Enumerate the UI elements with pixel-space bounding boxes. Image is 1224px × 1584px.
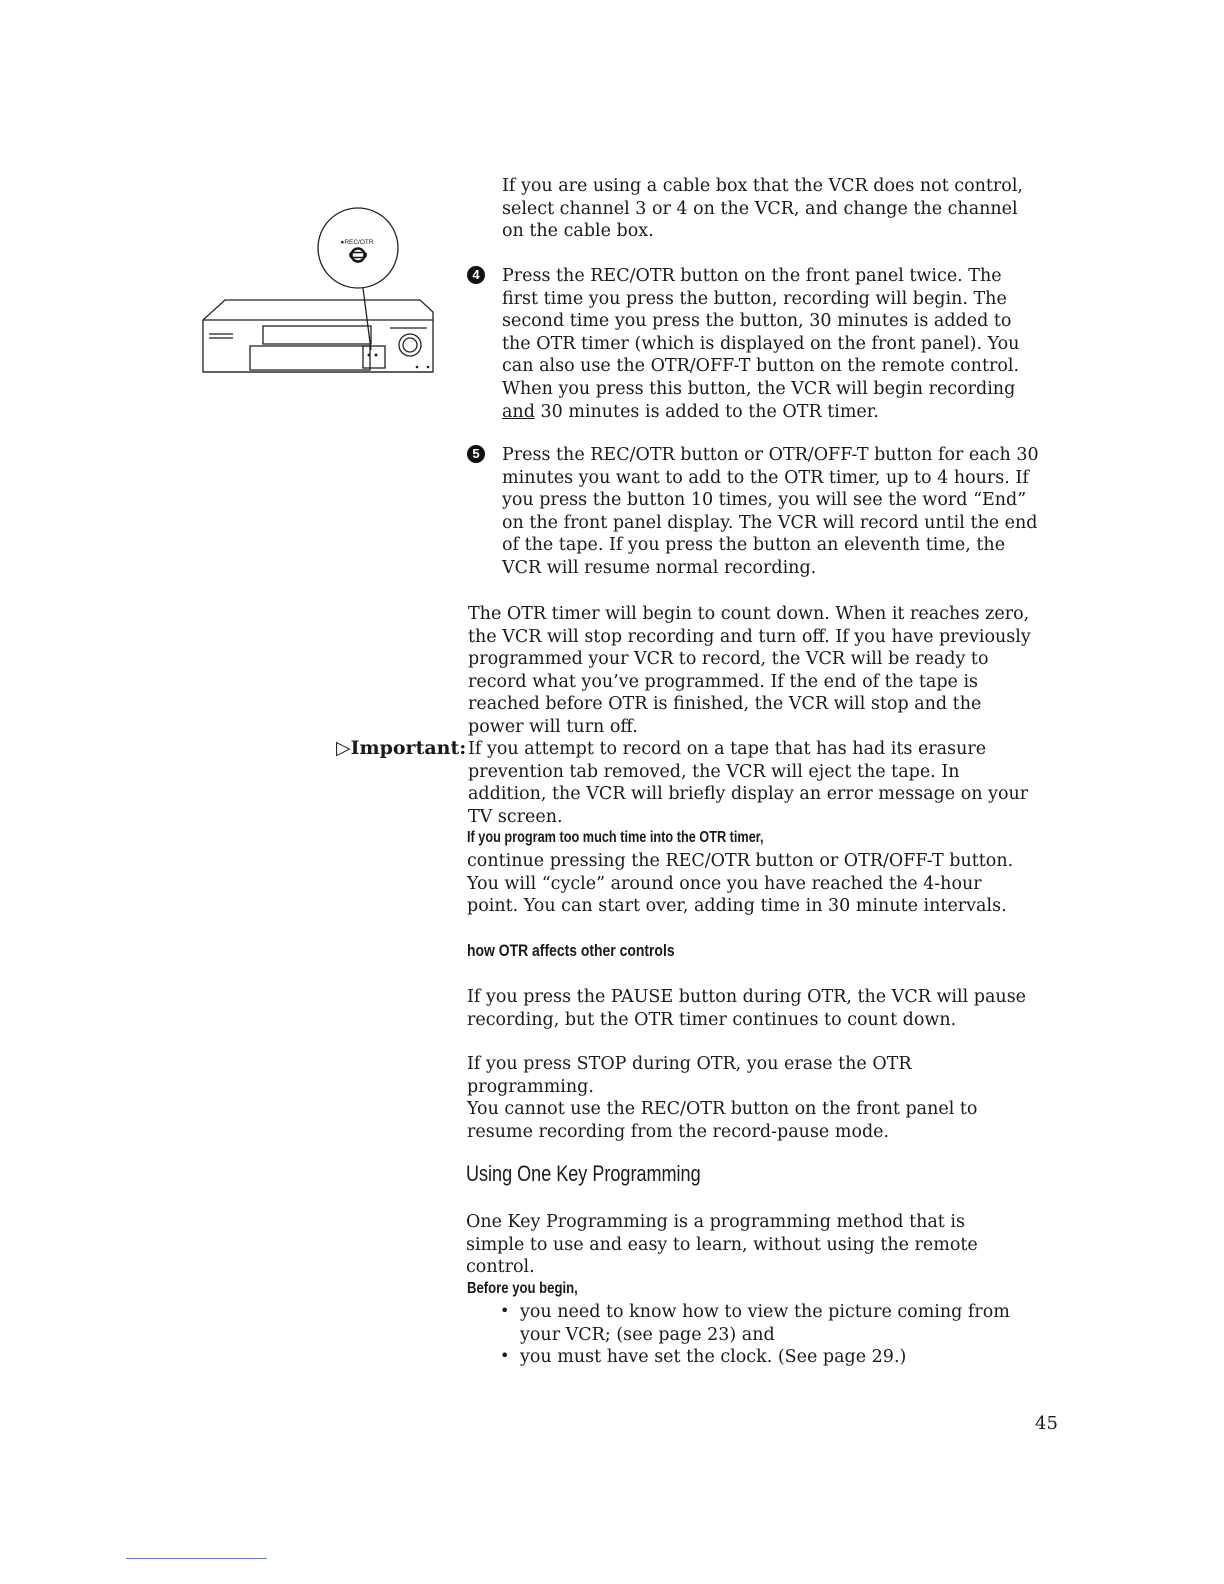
step-4-text: Press the REC/OTR button on the front panel twice. The first time you press the button, recording will begin. The second time you press the button, 30 minutes is added to the OTR timer (which is displayed on the front panel). You can also use the OTR/OFF-T button on the remote control. When you press this button, the VCR will begin recording and 30 minutes is added to the OTR timer. bbox=[502, 266, 1020, 422]
one-key-heading: Using One Key Programming bbox=[466, 1161, 701, 1186]
too-much-time-text: continue pressing the REC/OTR button or OTR/OFF-T button. You will “cycle” around once you have reached the 4-hour point. You can start over, adding time in 30 minute intervals. bbox=[467, 851, 1014, 917]
one-key-text: One Key Programming is a programming method that is simple to use and easy to learn, without using the remote control. bbox=[466, 1212, 978, 1278]
page-number: 45 bbox=[1035, 1413, 1058, 1434]
emphasis-and: and bbox=[502, 401, 535, 422]
step-5-text: Press the REC/OTR button or OTR/OFF-T button for each 30 minutes you want to add to the OTR timer, up to 4 hours. If you press the button 10 times, you will see the word “End” on the front panel display. The VCR will record until the end of the tape. If you press the button an eleventh time, the VCR will resume normal recording. bbox=[502, 445, 1039, 578]
otr-controls-heading: how OTR affects other controls bbox=[467, 941, 675, 960]
rec-otr-button-icon bbox=[350, 249, 366, 262]
bullet-2-text: you must have set the clock. (See page 29.) bbox=[520, 1347, 907, 1367]
important-text: If you attempt to record on a tape that has had its erasure prevention tab removed, the VCR will eject the tape. In addition, the VCR will briefly display an error message on your TV screen. bbox=[468, 739, 1029, 827]
bullet-1-text: you need to know how to view the picture coming from your VCR; (see page 23) and bbox=[520, 1302, 1010, 1345]
bullet-2: • bbox=[500, 1346, 510, 1365]
step-5-number: 5 bbox=[467, 445, 485, 463]
bullet-1: • bbox=[500, 1301, 510, 1320]
too-much-time-heading: If you program too much time into the OTR timer, bbox=[467, 829, 764, 846]
cable-box-intro: If you are using a cable box that the VCR does not control, select channel 3 or 4 on the VCR, and change the channel on the cable box. bbox=[502, 176, 1023, 242]
stop-paragraph: If you press STOP during OTR, you erase the OTR programming. bbox=[467, 1054, 912, 1097]
rec-otr-badge-label: ●REC/OTR bbox=[340, 239, 374, 246]
vcr-illustration bbox=[195, 200, 445, 380]
bottom-rule bbox=[126, 1558, 267, 1559]
resume-paragraph: You cannot use the REC/OTR button on the front panel to resume recording from the record-pause mode. bbox=[467, 1099, 978, 1142]
countdown-paragraph: The OTR timer will begin to count down. When it reaches zero, the VCR will stop recording and turn off. If you have previously programmed your VCR to record, the VCR will be ready to record what you’ve programmed. If the end of the tape is reached before OTR is finished, the VCR will stop and the power will turn off. bbox=[468, 604, 1031, 737]
before-you-begin-heading: Before you begin, bbox=[467, 1280, 578, 1297]
important-label: ▷Important: bbox=[336, 737, 467, 759]
pause-paragraph: If you press the PAUSE button during OTR, the VCR will pause recording, but the OTR timer continues to count down. bbox=[467, 987, 1027, 1030]
step-4-number: 4 bbox=[467, 266, 485, 284]
